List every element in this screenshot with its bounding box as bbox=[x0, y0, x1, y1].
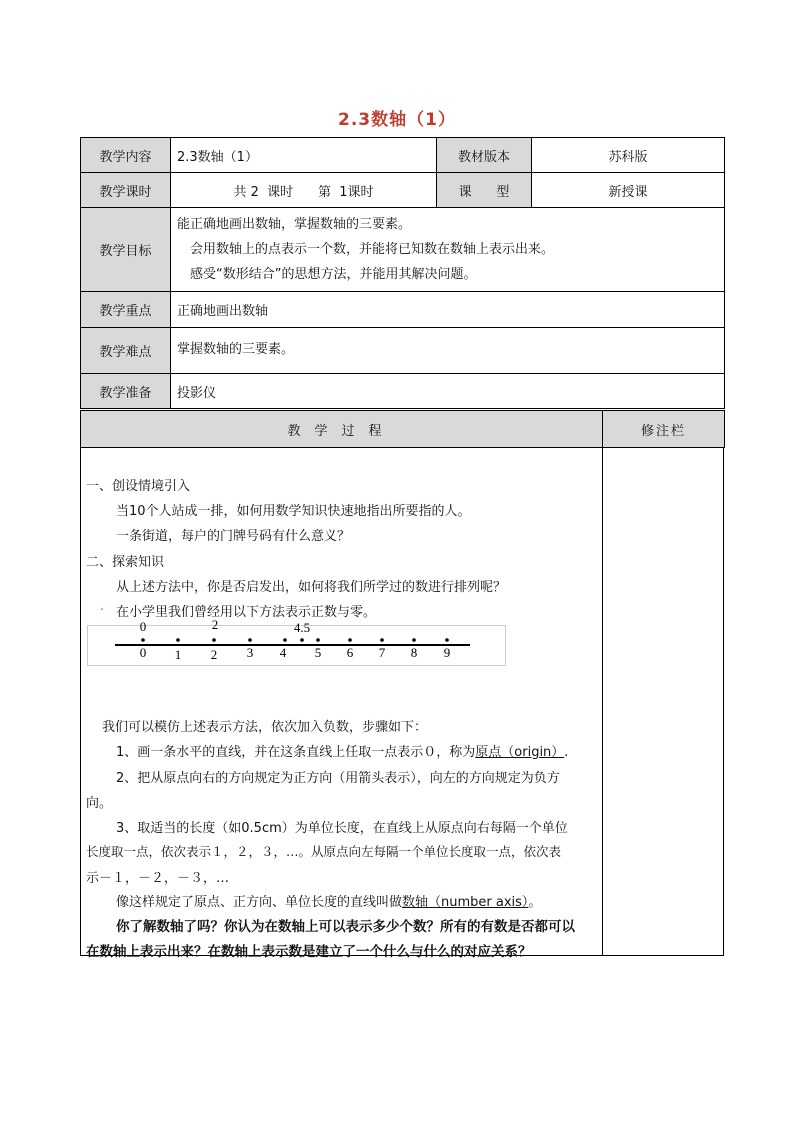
content-value: 2.3数轴（1） bbox=[171, 138, 437, 173]
edition-label: 教材版本 bbox=[437, 138, 532, 173]
tick-label: 4 bbox=[279, 645, 287, 660]
number-line-point bbox=[141, 638, 145, 642]
tick-label: 1 bbox=[174, 647, 182, 662]
number-line-point bbox=[348, 638, 352, 642]
number-axis-term: 数轴（number axis） bbox=[402, 895, 529, 910]
process-header: 教学过程 bbox=[81, 411, 603, 448]
goal-line: 会用数轴上的点表示一个数，并能将已知数在数轴上表示出来。 bbox=[190, 242, 555, 257]
difficulty-label: 教学难点 bbox=[81, 328, 171, 374]
explore-line-1: 从上述方法中，你是否启发出，如何将我们所学过的数进行排列呢？ bbox=[116, 580, 507, 595]
number-line-point bbox=[283, 638, 287, 642]
tick-label: 3 bbox=[246, 645, 254, 660]
page-title: 2.3数轴（1） bbox=[338, 110, 456, 130]
question-line-2: 在数轴上表示出来？在数轴上表示数是建立了一个什么与什么的对应关系？ bbox=[86, 944, 532, 960]
tick-label: 8 bbox=[410, 645, 418, 660]
origin-term: 原点（origin） bbox=[475, 745, 565, 760]
step-2 bbox=[116, 767, 560, 786]
tick-label: 0 bbox=[139, 645, 147, 660]
step-1-end: . bbox=[564, 745, 569, 760]
preparation-value: 投影仪 bbox=[171, 374, 725, 409]
tick-label: 6 bbox=[346, 645, 354, 660]
step-2-text-a: 2、把从原点向右的方向规定为正方向（用箭头表示） bbox=[116, 771, 417, 786]
bullet-dot: . bbox=[100, 599, 105, 614]
step-2-text-b: ，向左的方向规定为负方 bbox=[416, 771, 560, 786]
number-line-point bbox=[316, 638, 320, 642]
goals-label: 教学目标 bbox=[81, 208, 171, 292]
explore-line-2: 在小学里我们曾经用以下方法表示正数与零。 bbox=[116, 605, 377, 620]
preparation-label: 教学准备 bbox=[81, 374, 171, 409]
definition-end: 。 bbox=[528, 895, 542, 910]
step-3-line-1: 3、取适当的长度（如0.5cm）为单位长度，在直线上从原点向右每隔一个单位 bbox=[116, 821, 568, 836]
number-line-point bbox=[300, 638, 304, 642]
number-line-point bbox=[248, 638, 252, 642]
content-label: 教学内容 bbox=[81, 138, 171, 173]
top-label: 4.5 bbox=[293, 620, 311, 635]
tick-label: 2 bbox=[210, 647, 218, 662]
top-label: 0 bbox=[139, 619, 147, 634]
number-line-point bbox=[380, 638, 384, 642]
intro-line-2: 一条街道，每户的门牌号码有什么意义？ bbox=[116, 529, 351, 544]
top-label: 2 bbox=[211, 617, 219, 632]
key-point-value: 正确地画出数轴 bbox=[171, 292, 725, 328]
periods-value: 共 2 课时 第 1课时 bbox=[171, 173, 437, 208]
goal-line: 能正确地画出数轴，掌握数轴的三要素。 bbox=[177, 217, 412, 232]
number-line-point bbox=[412, 638, 416, 642]
step-1 bbox=[116, 741, 568, 760]
question-line-1: 你了解数轴了吗？你认为在数轴上可以表示多少个数？所有的有数是否都可以 bbox=[116, 919, 575, 935]
number-line-point bbox=[445, 638, 449, 642]
steps-intro: 我们可以模仿上述表示方法，依次加入负数，步骤如下： bbox=[102, 720, 428, 735]
section-explore-title: 二、探索知识 bbox=[86, 555, 165, 570]
step-1-text: 1、画一条水平的直线，并在这条直线上任取一点表示０，称为 bbox=[116, 745, 476, 760]
difficulty-value: 掌握数轴的三要素。 bbox=[171, 328, 725, 374]
notes-header: 修注栏 bbox=[603, 411, 725, 448]
definition-text: 像这样规定了原点、正方向、单位长度的直线叫做 bbox=[116, 895, 403, 910]
step-2-cont: 向。 bbox=[86, 796, 113, 811]
tick-label: 9 bbox=[443, 645, 451, 660]
lesson-type-value: 新授课 bbox=[532, 173, 725, 208]
number-line-point bbox=[176, 638, 180, 642]
section-intro-title: 一、创设情境引入 bbox=[86, 479, 191, 494]
step-3-line-2: 长度取一点，依次表示１，２，３，…。从原点向左每隔一个单位长度取一点，依次表 bbox=[86, 844, 562, 859]
edition-value: 苏科版 bbox=[532, 138, 725, 173]
definition-line bbox=[116, 891, 541, 910]
periods-label: 教学课时 bbox=[81, 173, 171, 208]
tick-label: 7 bbox=[378, 645, 386, 660]
lesson-type-label: 课 型 bbox=[437, 173, 532, 208]
step-3-line-3: 示－１，－２，－３，… bbox=[86, 871, 230, 886]
intro-line-1: 当10个人站成一排，如何用数学知识快速地指出所要指的人。 bbox=[116, 504, 471, 519]
key-point-label: 教学重点 bbox=[81, 292, 171, 328]
number-line-point bbox=[212, 638, 216, 642]
goal-line: 感受“数形结合”的思想方法，并能用其解决问题。 bbox=[190, 267, 477, 282]
tick-label: 5 bbox=[314, 645, 322, 660]
